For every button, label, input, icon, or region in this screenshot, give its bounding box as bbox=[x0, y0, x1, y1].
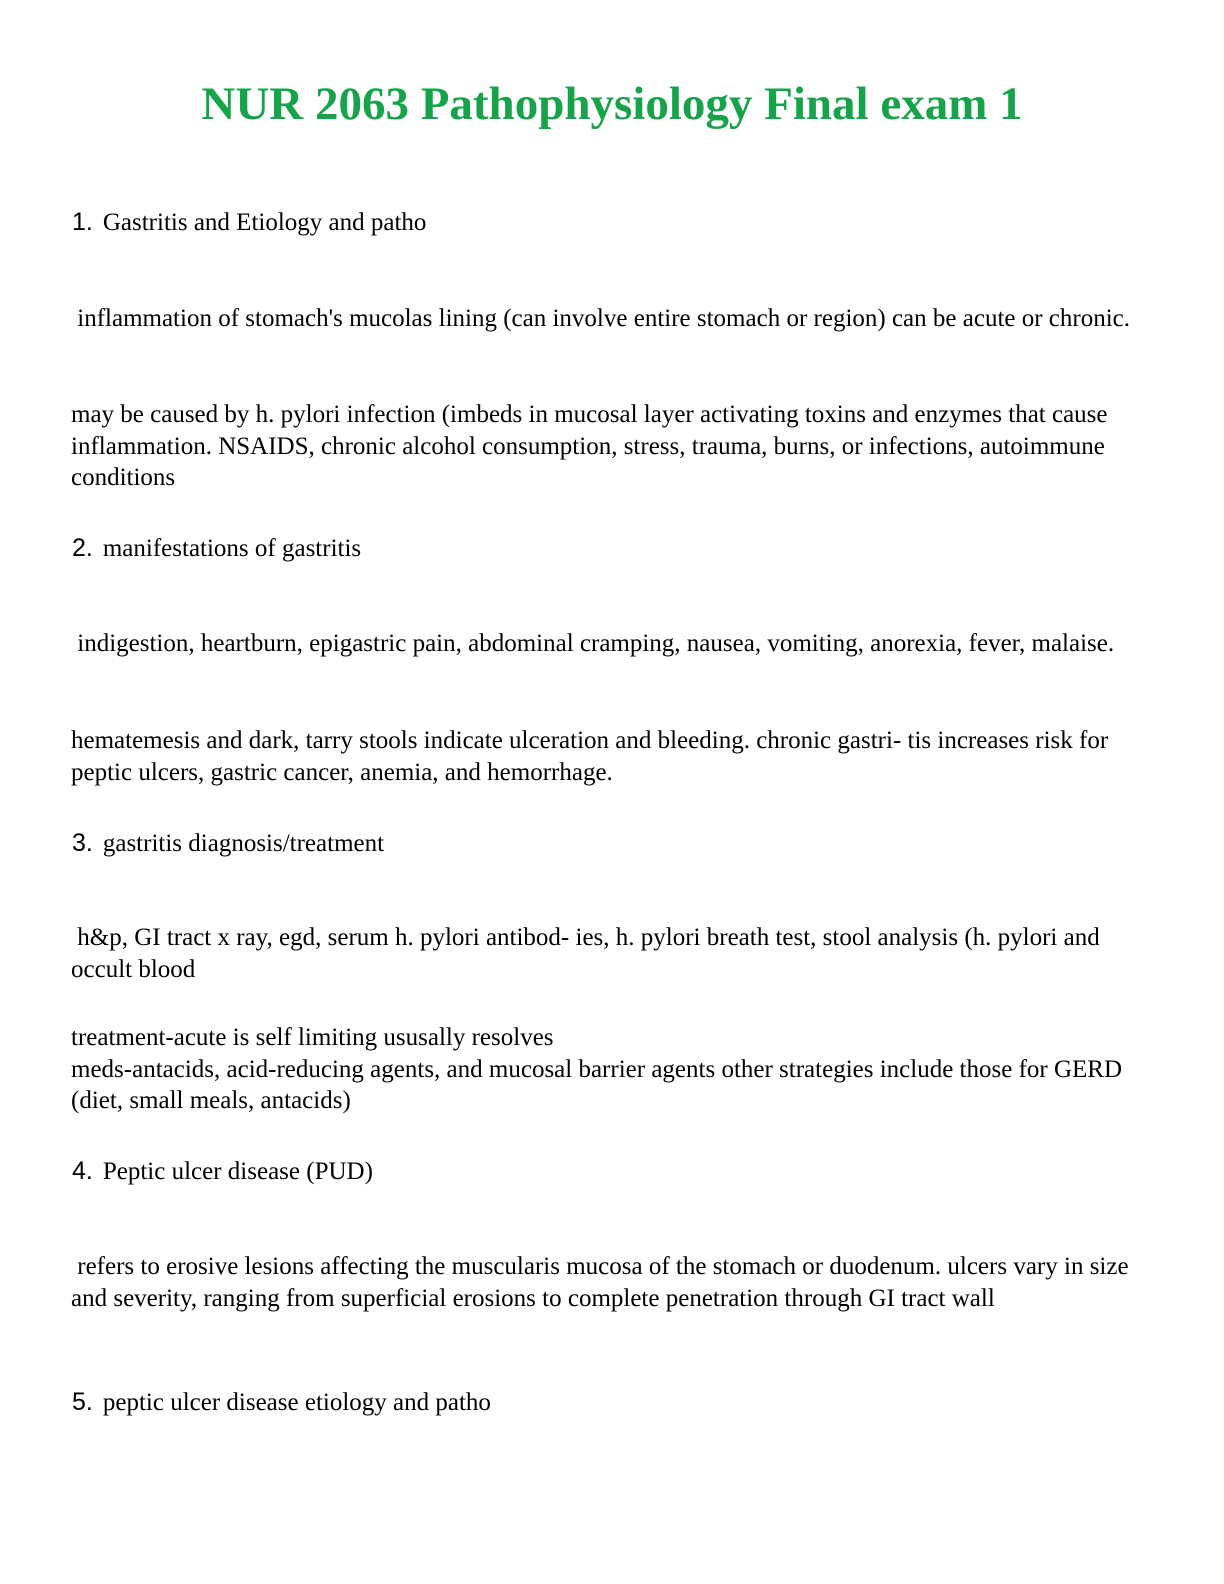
question-text: peptic ulcer disease etiology and patho bbox=[102, 1389, 491, 1416]
question-3 bbox=[72, 827, 384, 860]
question-2 bbox=[72, 532, 361, 565]
question-number: 4. bbox=[72, 1157, 93, 1185]
answer-paragraph: hematemesis and dark, tarry stools indicate ulceration and bleeding. chronic gastri- tis increases risk for peptic ulcers, gastric cancer, anemia, and hemorrhage. bbox=[71, 727, 1109, 786]
question-1 bbox=[72, 206, 426, 239]
answer-paragraph: refers to erosive lesions affecting the muscularis mucosa of the stomach or duodenum. ulcers vary in size and severity, ranging from superficial erosions to complete penetration through GI tract wall bbox=[71, 1253, 1135, 1312]
question-number: 5. bbox=[72, 1388, 93, 1416]
question-number: 2. bbox=[72, 534, 93, 562]
question-text: manifestations of gastritis bbox=[102, 535, 362, 562]
answer-paragraph: indigestion, heartburn, epigastric pain, abdominal cramping, nausea, vomiting, anorexia, fever, malaise. bbox=[71, 630, 1115, 657]
question-text: gastritis diagnosis/treatment bbox=[102, 830, 385, 857]
answer-paragraph: treatment-acute is self limiting ususally resolves meds-antacids, acid-reducing agents, and mucosal barrier agents other strategies include those for GERD (diet, small meals, antacids) bbox=[71, 1024, 1123, 1114]
question-5 bbox=[72, 1386, 491, 1419]
answer-paragraph: may be caused by h. pylori infection (imbeds in mucosal layer activating toxins and enzymes that cause inflammation. NSAIDS, chronic alcohol consumption, stress, trauma, burns, or infections, autoimmune conditions bbox=[71, 401, 1108, 491]
answer-paragraph: h&p, GI tract x ray, egd, serum h. pylori antibod- ies, h. pylori breath test, stool analysis (h. pylori and occult blood bbox=[71, 924, 1106, 983]
question-number: 1. bbox=[72, 208, 93, 236]
question-text: Gastritis and Etiology and patho bbox=[102, 209, 427, 236]
page-title: NUR 2063 Pathophysiology Final exam 1 bbox=[201, 78, 1023, 130]
answer-paragraph: inflammation of stomach's mucolas lining (can involve entire stomach or region) can be acute or chronic. bbox=[71, 305, 1131, 332]
question-text: Peptic ulcer disease (PUD) bbox=[102, 1158, 373, 1185]
question-4 bbox=[72, 1155, 373, 1188]
question-number: 3. bbox=[72, 829, 93, 857]
